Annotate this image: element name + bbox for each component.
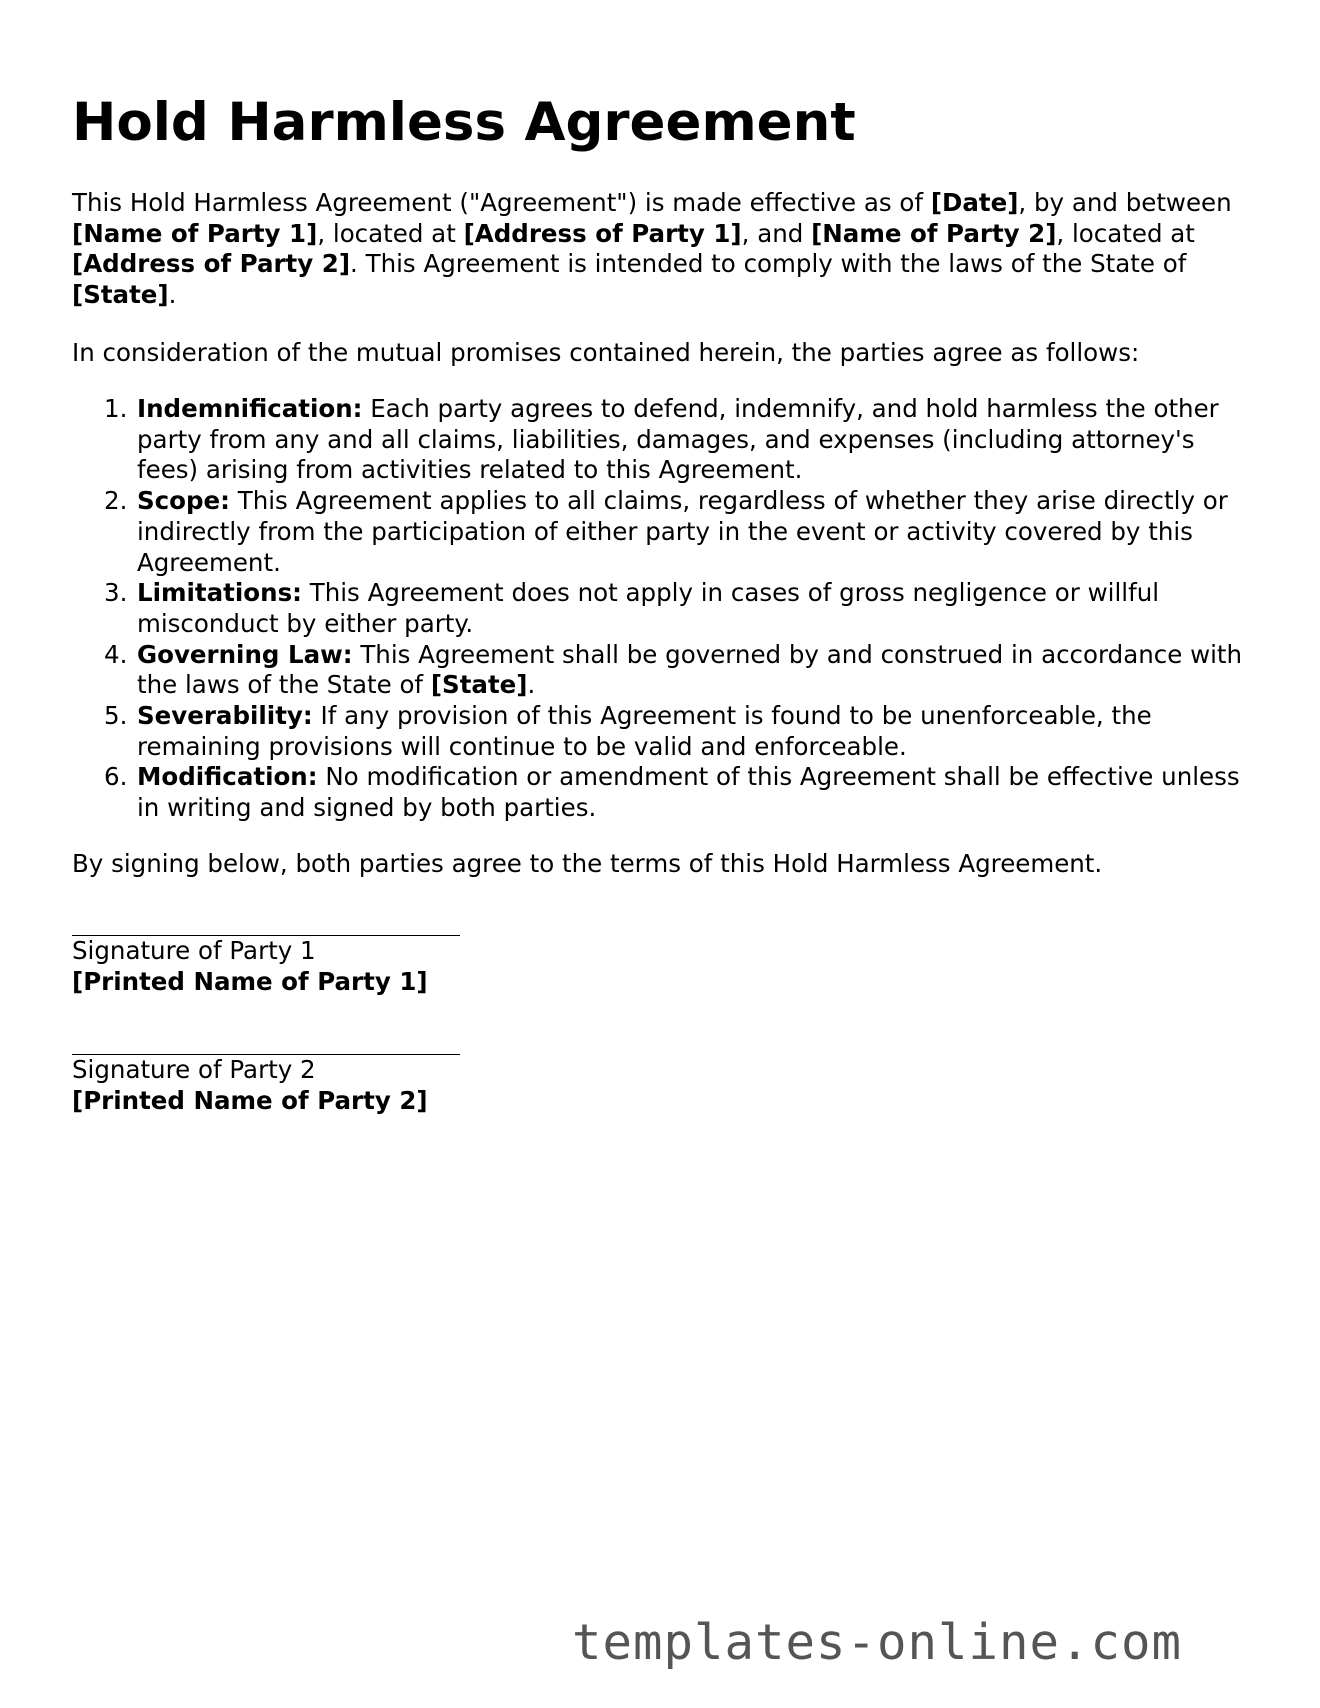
signature-label: Signature of Party 2 (72, 1055, 316, 1084)
intro-text: , by and between (1018, 188, 1232, 217)
intro-text: , located at (317, 218, 464, 248)
term-number: 2. (104, 486, 128, 516)
intro-text: , and (741, 218, 812, 248)
party1-address-placeholder: [Address of Party 1] (463, 218, 742, 248)
signature-block-party-2 (72, 1025, 672, 1116)
term-heading: Severability: (137, 701, 313, 731)
signature-block-party-1 (72, 906, 672, 997)
term-heading: Governing Law: (137, 639, 353, 669)
signature-line[interactable] (72, 906, 460, 936)
term-text: If any provision of this Agreement is found to be unenforceable, the remaining provisions will continue to be valid and enforceable. (137, 701, 1152, 761)
intro-text: . This Agreement is intended to comply with the laws of the State of (350, 249, 1187, 279)
consideration-paragraph: In consideration of the mutual promises contained herein, the parties agree as follows: (72, 338, 1140, 367)
watermark: templates-online.com (571, 1614, 1182, 1671)
term-heading: Modification: (137, 762, 318, 792)
term-number: 1. (104, 394, 128, 423)
party1-name-placeholder: [Name of Party 1] (72, 218, 318, 248)
term-text: This Agreement shall be governed by and construed in accordance with the laws of the State of (137, 639, 1243, 700)
term-governing-law (72, 640, 1252, 701)
intro-text: This Hold Harmless Agreement ("Agreement") is made effective as of (72, 188, 931, 217)
term-heading: Limitations: (137, 578, 302, 608)
term-limitations (72, 578, 1252, 639)
printed-name-placeholder: [Printed Name of Party 1] (72, 966, 428, 996)
term-modification (72, 762, 1252, 823)
date-placeholder: [Date] (930, 188, 1019, 217)
party2-name-placeholder: [Name of Party 2] (811, 218, 1057, 248)
term-number: 4. (104, 639, 128, 669)
intro-text: . (168, 280, 177, 310)
term-number: 5. (104, 701, 128, 731)
state-placeholder: [State] (430, 670, 528, 700)
term-scope (72, 486, 1252, 578)
terms-list (72, 394, 1252, 824)
term-text: No modification or amendment of this Agreement shall be effective unless in writing and signed by both parties. (137, 762, 1240, 823)
term-text: Each party agrees to defend, indemnify, and hold harmless the other party from any and all claims, liabilities, damages, and expenses (including attorney's fees) arising from activities related to this Agreement. (137, 394, 1219, 485)
intro-text: , located at (1056, 218, 1195, 248)
printed-name-placeholder: [Printed Name of Party 2] (72, 1085, 428, 1115)
term-severability (72, 701, 1252, 762)
party2-address-placeholder: [Address of Party 2] (72, 249, 351, 279)
term-indemnification (72, 394, 1252, 486)
term-number: 3. (104, 578, 128, 608)
signature-label: Signature of Party 1 (72, 936, 316, 965)
state-placeholder: [State] (72, 280, 169, 310)
document-title: Hold Harmless Agreement (72, 92, 856, 153)
term-text: This Agreement does not apply in cases of gross negligence or willful misconduct by either party. (137, 578, 1160, 638)
closing-paragraph: By signing below, both parties agree to the terms of this Hold Harmless Agreement. (72, 849, 1103, 878)
term-number: 6. (104, 762, 128, 792)
term-heading: Indemnification: (137, 394, 363, 423)
term-text-end: . (527, 670, 536, 700)
signature-line[interactable] (72, 1025, 460, 1055)
intro-paragraph (72, 188, 1252, 311)
term-heading: Scope: (137, 486, 230, 516)
term-text: This Agreement applies to all claims, regardless of whether they arise directly or indirectly from the participation of either party in the event or activity covered by this Agreement. (137, 486, 1228, 577)
